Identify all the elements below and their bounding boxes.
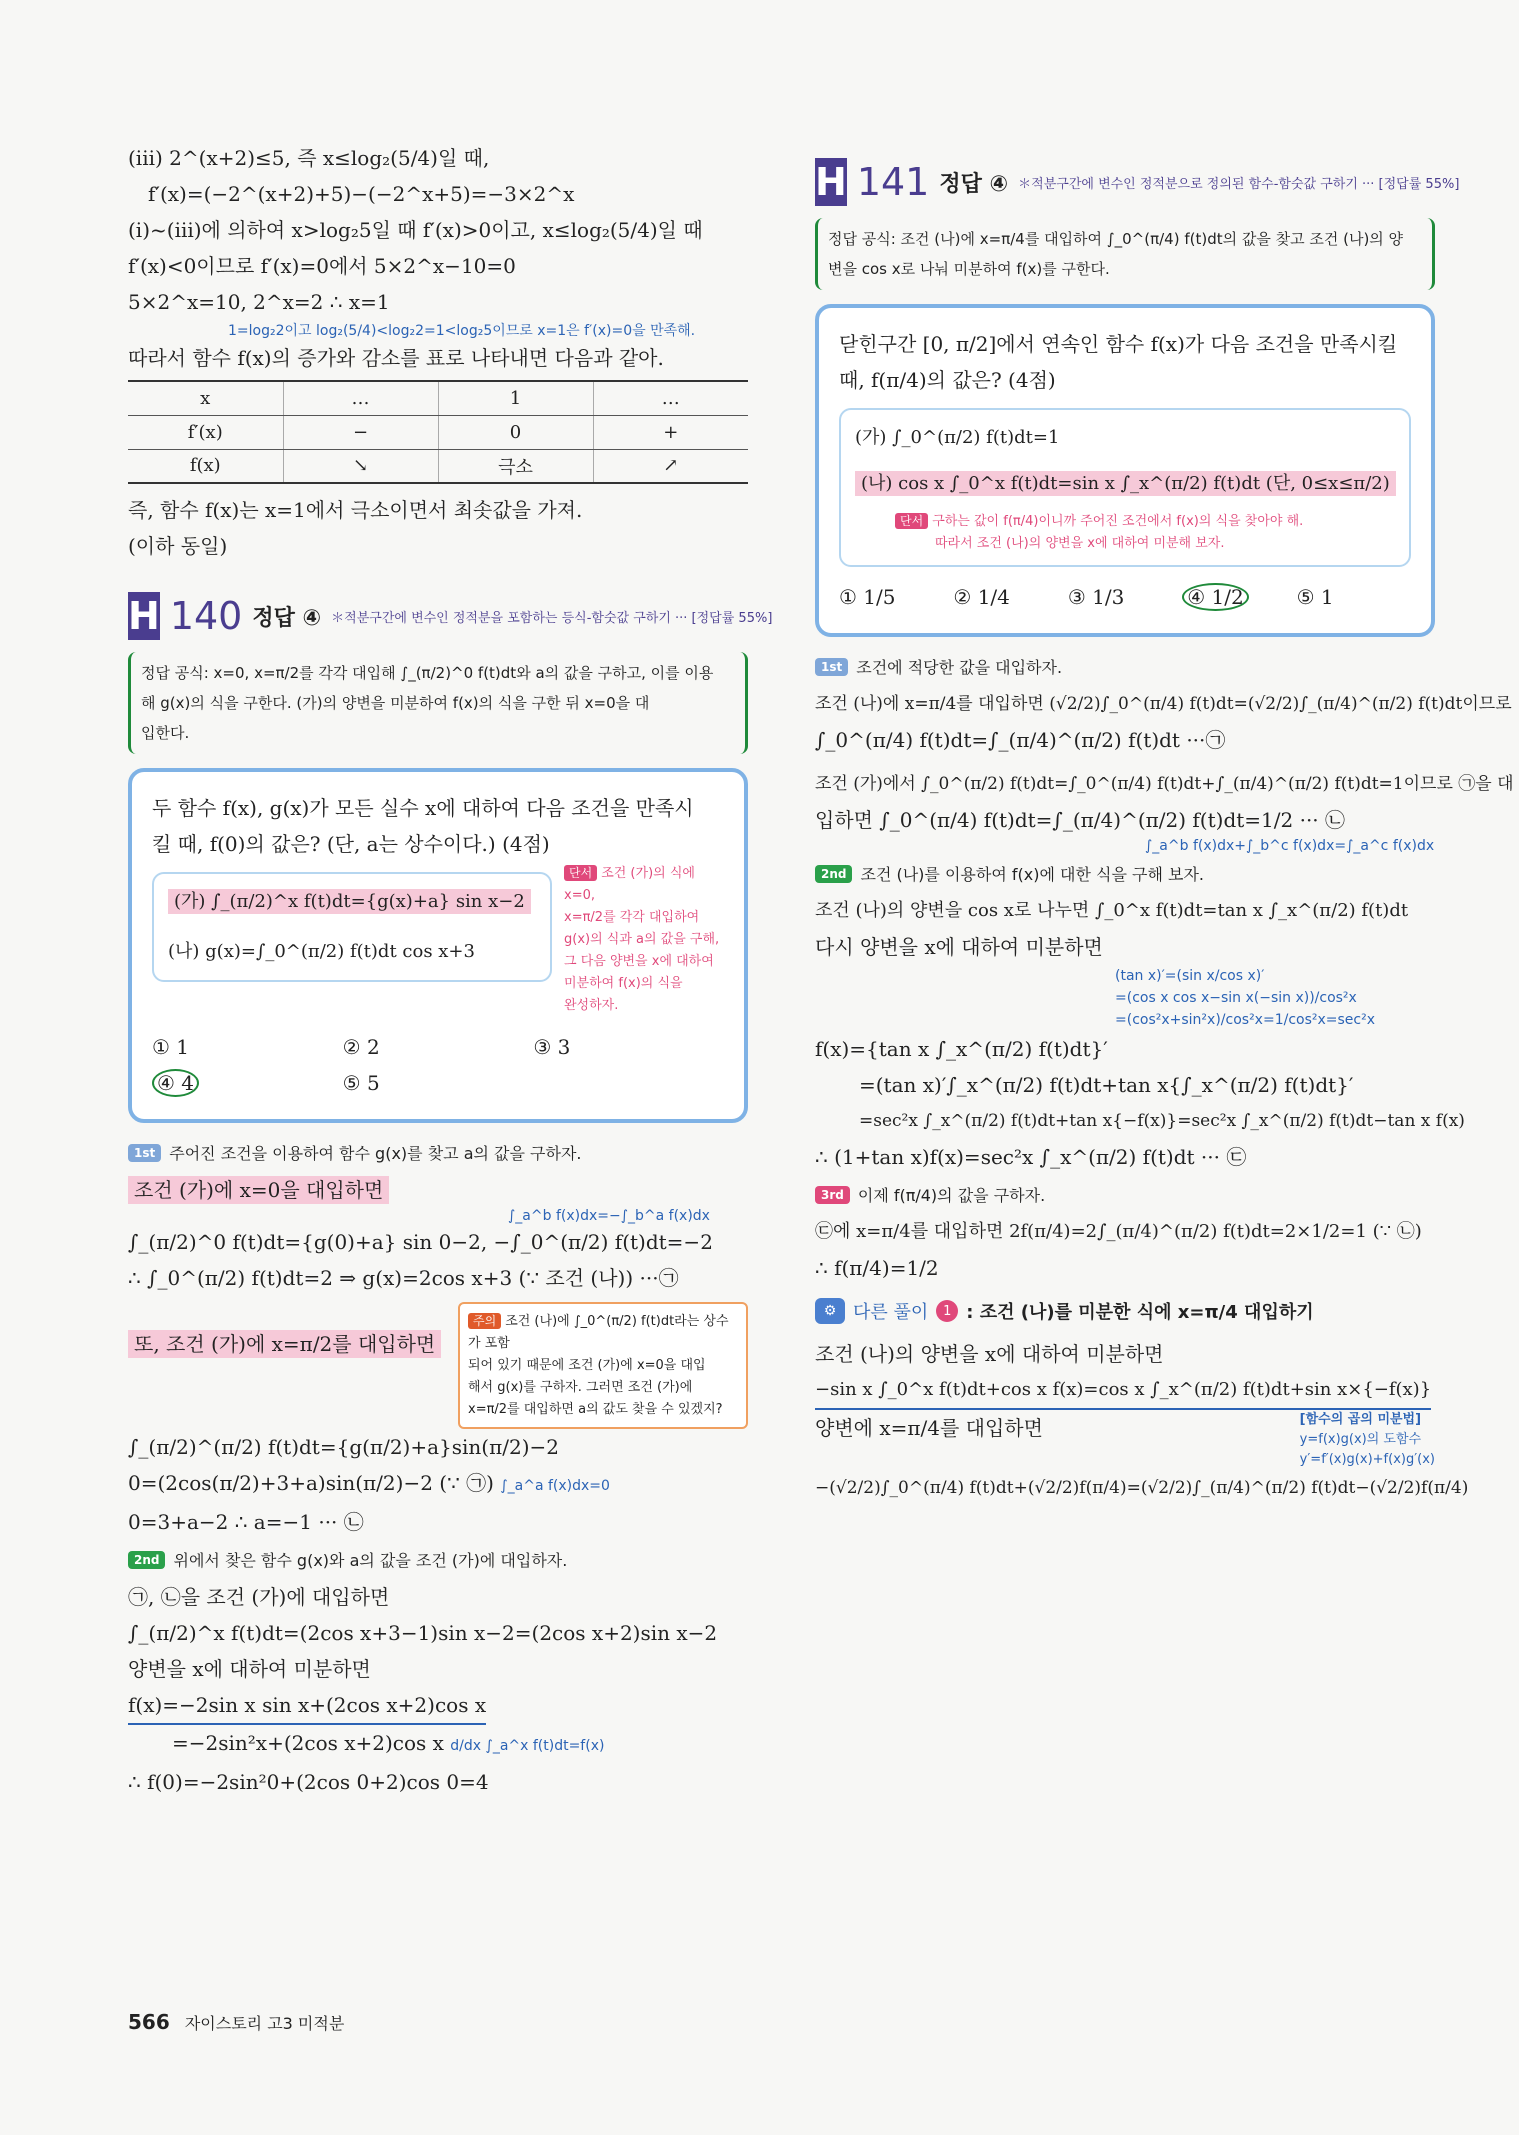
solution-line: =(tan x)′∫_x^(π/2) f(t)dt+tan x{∫_x^(π/2) f(t)dt}′ [859, 1073, 1354, 1097]
choice-4-text: ④ 4 [152, 1069, 199, 1097]
warning-line [468, 1310, 738, 1355]
step-title: 조건 (나)를 이용하여 f(x)에 대한 식을 구해 보자. [860, 865, 1204, 884]
book-title: 자이스토리 고3 미적분 [184, 2014, 345, 2033]
alternative-number: 1 [936, 1300, 958, 1322]
hint-line: 따라서 조건 (나)의 양변을 x에 대하여 미분해 보자. [935, 536, 1225, 551]
solution-line: 조건 (나)의 양변을 cos x로 나누면 ∫_0^x f(t)dt=tan x ∫_x^(π/2) f(t)dt [815, 900, 1409, 921]
hint-note [564, 862, 724, 1017]
same-note: (이하 동일) [128, 534, 228, 558]
side-note-line: (tan x)′=(sin x/cos x)′ [1115, 968, 1265, 984]
warning-line-text: 조건 (나)에 ∫_0^(π/2) f(t)dt라는 상수가 포함 [468, 1314, 729, 1351]
table-cell: ↗ [593, 449, 748, 483]
key-line: 변을 cos x로 나눠 미분하여 f(x)를 구한다. [828, 260, 1110, 278]
step-1 [128, 1141, 748, 1164]
solution-line [128, 1326, 448, 1362]
solution-line: 0=3+a−2 ∴ a=−1 ··· ㉡ [128, 1510, 364, 1534]
hint-line: 완성하자. [564, 998, 619, 1013]
solution-line [128, 1687, 748, 1725]
solution-line: 5×2^x=10, 2^x=2 ∴ x=1 [128, 290, 390, 314]
side-note [815, 965, 1435, 1031]
page-footer [128, 2010, 344, 2034]
side-note: ∫_a^b f(x)dx=−∫_b^a f(x)dx [508, 1208, 710, 1224]
condition-b: (나) g(x)=∫_0^(π/2) f(t)dt cos x+3 [168, 941, 475, 962]
solution-line: 다시 양변을 x에 대하여 미분하면 [815, 935, 1103, 959]
side-note-line: =(cos²x+sin²x)/cos²x=1/cos²x=sec²x [1115, 1012, 1376, 1028]
solution-line: ㉠, ㉡을 조건 (가)에 대입하면 [128, 1585, 390, 1609]
key-formula-box [815, 218, 1435, 290]
warning-line: x=π/2를 대입하면 a의 값도 찾을 수 있겠지? [468, 1402, 723, 1417]
solution-line-text: −sin x ∫_0^x f(t)dt+cos x f(x)=cos x ∫_x^(π/2) f(t)dt+sin x×{−f(x)} [815, 1372, 1431, 1410]
table-cell: − [283, 415, 438, 449]
hint-line [895, 510, 1395, 533]
solution-line-text: f(x)=−2sin x sin x+(2cos x+2)cos x [128, 1687, 486, 1725]
table-cell: 1 [438, 381, 593, 415]
side-note: 1=log₂2이고 log₂(5/4)<log₂2=1<log₂5이므로 x=1은 f′(x)=0을 만족해. [228, 323, 696, 339]
side-note-line: y′=f′(x)g(x)+f(x)g′(x) [1299, 1452, 1435, 1467]
condition-a: (가) ∫_0^(π/2) f(t)dt=1 [855, 427, 1060, 448]
side-note-line: =(cos x cos x−sin x(−sin x))/cos²x [1115, 990, 1357, 1006]
left-column [128, 140, 773, 1800]
condition-a [168, 884, 536, 920]
side-note [1300, 1410, 1435, 1470]
solution-line [128, 1172, 748, 1208]
warning-line: 해서 g(x)를 구하자. 그러면 조건 (가)에 [468, 1380, 693, 1395]
side-note: ∫_a^b f(x)dx+∫_b^c f(x)dx=∫_a^c f(x)dx [1145, 838, 1435, 854]
solution-line: ㉢에 x=π/4를 대입하면 2f(π/4)=2∫_(π/4)^(π/2) f(t)dt=2×1/2=1 (∵ ㉡) [815, 1221, 1422, 1242]
question-box [815, 304, 1435, 637]
condition-b [855, 466, 1395, 502]
table-cell: f′(x) [128, 415, 283, 449]
table-cell: … [593, 381, 748, 415]
hint-tag: 단서 [564, 865, 597, 881]
solution-line: f(x)={tan x ∫_x^(π/2) f(t)dt}′ [815, 1037, 1108, 1061]
warning-box [458, 1302, 748, 1429]
hint-line: 그 다음 양변을 x에 대하여 [564, 954, 714, 969]
key-line: 입한다. [141, 724, 190, 742]
solution-line [128, 1725, 748, 1764]
choice-4 [1182, 579, 1296, 615]
hint-line: g(x)의 식과 a의 값을 구해, [564, 932, 720, 947]
solution-line: ∴ f(π/4)=1/2 [815, 1256, 939, 1280]
hint-line [564, 862, 724, 907]
conclusion: 즉, 함수 f(x)는 x=1에서 극소이면서 최솟값을 가져. [128, 498, 583, 522]
question-line: 때, f(π/4)의 값은? (4점) [839, 368, 1056, 392]
problem-h-badge: H [128, 594, 160, 638]
summary-line: (i)~(iii)에 의하여 x>log₂5일 때 f′(x)>0이고, x≤log₂(5/4)일 때 [128, 218, 703, 242]
solution-line: ∫_0^(π/4) f(t)dt=∫_(π/4)^(π/2) f(t)dt ···㉠ [815, 728, 1226, 752]
increase-decrease-table [128, 380, 748, 484]
table-row [128, 449, 748, 483]
solution-line-text: 0=(2cos(π/2)+3+a)sin(π/2)−2 (∵ ㉠) [128, 1471, 494, 1495]
choice-2: ② 1/4 [953, 585, 1010, 609]
step-badge: 2nd [128, 1551, 165, 1569]
problem-number: 141 [856, 160, 930, 204]
solution-line: ∫_(π/2)^(π/2) f(t)dt={g(π/2)+a}sin(π/2)−2 [128, 1435, 559, 1459]
choice-1: ① 1 [152, 1035, 190, 1059]
warning-tag: 주의 [468, 1313, 501, 1329]
right-column [815, 140, 1514, 1506]
page-number: 566 [128, 2010, 170, 2034]
solution-line: ∴ f(0)=−2sin²0+(2cos 0+2)cos 0=4 [128, 1770, 489, 1794]
choice-3: ③ 3 [533, 1035, 571, 1059]
hint-line: x=π/2를 각각 대입하여 [564, 910, 700, 925]
step-3 [815, 1183, 1435, 1206]
step-1 [815, 655, 1435, 678]
solution-line: ∴ ∫_0^(π/2) f(t)dt=2 ⇒ g(x)=2cos x+3 (∵ 조건 (나)) ···㉠ [128, 1266, 679, 1290]
problem-h-badge: H [815, 160, 847, 204]
step-badge: 1st [128, 1144, 161, 1162]
side-note-line: y=f(x)g(x)의 도함수 [1299, 1432, 1422, 1447]
solution-line: 입하면 ∫_0^(π/4) f(t)dt=∫_(π/4)^(π/2) f(t)dt=1/2 ··· ㉡ [815, 808, 1346, 832]
step-badge: 3rd [815, 1186, 850, 1204]
condition-a-text: (가) ∫_(π/2)^x f(t)dt={g(x)+a} sin x−2 [168, 889, 531, 914]
hint-line: 미분하여 f(x)의 식을 [564, 976, 683, 991]
table-cell: + [593, 415, 748, 449]
step-title: 조건에 적당한 값을 대입하자. [856, 658, 1063, 677]
step-title: 위에서 찾은 함수 g(x)와 a의 값을 조건 (가)에 대입하자. [173, 1551, 568, 1570]
side-note: ∫_a^a f(x)dx=0 [500, 1478, 610, 1494]
answer-choices [152, 1029, 724, 1065]
choice-4 [152, 1065, 343, 1101]
condition-b-text: (나) cos x ∫_0^x f(t)dt=sin x ∫_x^(π/2) f(t)dt (단, 0≤x≤π/2) [855, 471, 1396, 496]
problem-number: 140 [169, 594, 243, 638]
solution-line [815, 1372, 1435, 1410]
choice-2: ② 2 [342, 1035, 380, 1059]
question-line: 닫힌구간 [0, π/2]에서 연속인 함수 f(x)가 다음 조건을 만족시킬 [839, 332, 1398, 356]
solution-line: ∫_(π/2)^x f(t)dt=(2cos x+3−1)sin x−2=(2cos x+2)sin x−2 [128, 1621, 718, 1645]
choice-5: ⑤ 5 [342, 1071, 380, 1095]
solution-line: 조건 (가)에서 ∫_0^(π/2) f(t)dt=∫_0^(π/4) f(t)dt+∫_(π/4)^(π/2) f(t)dt=1이므로 ㉠을 대 [815, 774, 1514, 794]
solution-line-text: 조건 (가)에 x=0을 대입하면 [128, 1176, 389, 1204]
table-cell: 0 [438, 415, 593, 449]
solution-line-text: 또, 조건 (가)에 x=π/2를 대입하면 [128, 1330, 441, 1358]
step-2 [815, 862, 1435, 885]
question-box [128, 768, 748, 1123]
question-line: 두 함수 f(x), g(x)가 모든 실수 x에 대하여 다음 조건을 만족시 [152, 796, 694, 820]
solution-line: f′(x)<0이므로 f′(x)=0에서 5×2^x−10=0 [128, 254, 516, 278]
question-line: 킬 때, f(0)의 값은? (단, a는 상수이다.) (4점) [152, 832, 550, 856]
table-row [128, 415, 748, 449]
condition-box [839, 408, 1411, 567]
hint-note [855, 510, 1395, 555]
table-intro: 따라서 함수 f(x)의 증가와 감소를 표로 나타내면 다음과 같아. [128, 346, 664, 370]
solution-line: 양변을 x에 대하여 미분하면 [128, 1657, 371, 1681]
side-note-line: [함수의 곱의 미분법] [1299, 1412, 1422, 1427]
problem-tag: ＊적분구간에 변수인 정적분으로 정의된 함수-함숫값 구하기 ··· [정답률 55%] [1018, 176, 1460, 192]
alternative-title: : 조건 (나)를 미분한 식에 x=π/4 대입하기 [966, 1302, 1314, 1323]
problem-141-header [815, 158, 1460, 206]
hint-line-text: 구하는 값이 f(π/4)이니까 주어진 조건에서 f(x)의 식을 찾아야 해. [932, 514, 1304, 529]
choice-3: ③ 1/3 [1067, 585, 1125, 609]
key-line: 해 g(x)의 식을 구한다. (가)의 양변을 미분하여 f(x)의 식을 구한 뒤 x=0을 대 [141, 694, 650, 712]
solution-line: 조건 (나)에 x=π/4를 대입하면 (√2/2)∫_0^(π/4) f(t)dt=(√2/2)∫_(π/4)^(π/2) f(t)dt이므로 [815, 694, 1512, 714]
solution-line: ∴ (1+tan x)f(x)=sec²x ∫_x^(π/2) f(t)dt ··· ㉢ [815, 1145, 1247, 1169]
solution-line: ∫_(π/2)^0 f(t)dt={g(0)+a} sin 0−2, −∫_0^(π/2) f(t)dt=−2 [128, 1230, 713, 1254]
key-formula-box [128, 652, 748, 754]
table-cell: x [128, 381, 283, 415]
solution-line [128, 1465, 748, 1504]
choice-5: ⑤ 1 [1296, 585, 1334, 609]
table-cell: ↘ [283, 449, 438, 483]
table-row [128, 381, 748, 415]
step-badge: 2nd [815, 865, 852, 883]
step-title: 주어진 조건을 이용하여 함수 g(x)를 찾고 a의 값을 구하자. [169, 1144, 582, 1163]
problem-tag: ＊적분구간에 변수인 정적분을 포함하는 등식-함숫값 구하기 ··· [정답률 55%] [331, 610, 773, 626]
warning-line: 되어 있기 때문에 조건 (가)에 x=0을 대입 [468, 1358, 706, 1373]
solution-line: 조건 (나)의 양변을 x에 대하여 미분하면 [815, 1342, 1164, 1366]
step-title: 이제 f(π/4)의 값을 구하자. [857, 1186, 1046, 1205]
answer-choices [839, 579, 1411, 615]
answer-label: 정답 ④ [252, 605, 322, 631]
choice-1: ① 1/5 [839, 585, 896, 609]
problem-140-header [128, 592, 773, 640]
answer-choices [152, 1065, 724, 1101]
table-cell: 극소 [438, 449, 593, 483]
alternative-solution-header [815, 1298, 1435, 1324]
alternative-label: 다른 풀이 [853, 1302, 929, 1323]
derivative-case-3: f′(x)=(−2^(x+2)+5)−(−2^x+5)=−3×2^x [148, 182, 575, 206]
hint-tag: 단서 [895, 513, 928, 529]
table-cell: f(x) [128, 449, 283, 483]
solution-line: 양변에 x=π/4를 대입하면 [815, 1416, 1043, 1440]
case-3: (iii) 2^(x+2)≤5, 즉 x≤log₂(5/4)일 때, [128, 146, 490, 170]
hint-line-text: 조건 (가)의 식에 x=0, [564, 866, 695, 903]
side-note: d/dx ∫_a^x f(t)dt=f(x) [450, 1738, 605, 1754]
solution-line: −(√2/2)∫_0^(π/4) f(t)dt+(√2/2)f(π/4)=(√2/2)∫_(π/4)^(π/2) f(t)dt−(√2/2)f(π/4) [815, 1478, 1469, 1498]
key-line: 정답 공식: 조건 (나)에 x=π/4를 대입하여 ∫_0^(π/4) f(t)dt의 값을 찾고 조건 (나)의 양 [828, 230, 1404, 248]
condition-box [152, 872, 552, 982]
solution-line: =sec²x ∫_x^(π/2) f(t)dt+tan x{−f(x)}=sec²x ∫_x^(π/2) f(t)dt−tan x f(x) [859, 1111, 1465, 1131]
choice-4-text: ④ 1/2 [1182, 583, 1248, 611]
solution-line-text: =−2sin²x+(2cos x+2)cos x [172, 1731, 444, 1755]
step-2 [128, 1548, 748, 1571]
alternative-solution-icon: ⚙ [815, 1298, 845, 1324]
table-cell: … [283, 381, 438, 415]
step-badge: 1st [815, 658, 848, 676]
answer-label: 정답 ④ [939, 171, 1009, 197]
key-line: 정답 공식: x=0, x=π/2를 각각 대입해 ∫_(π/2)^0 f(t)dt와 a의 값을 구하고, 이를 이용 [141, 664, 714, 682]
